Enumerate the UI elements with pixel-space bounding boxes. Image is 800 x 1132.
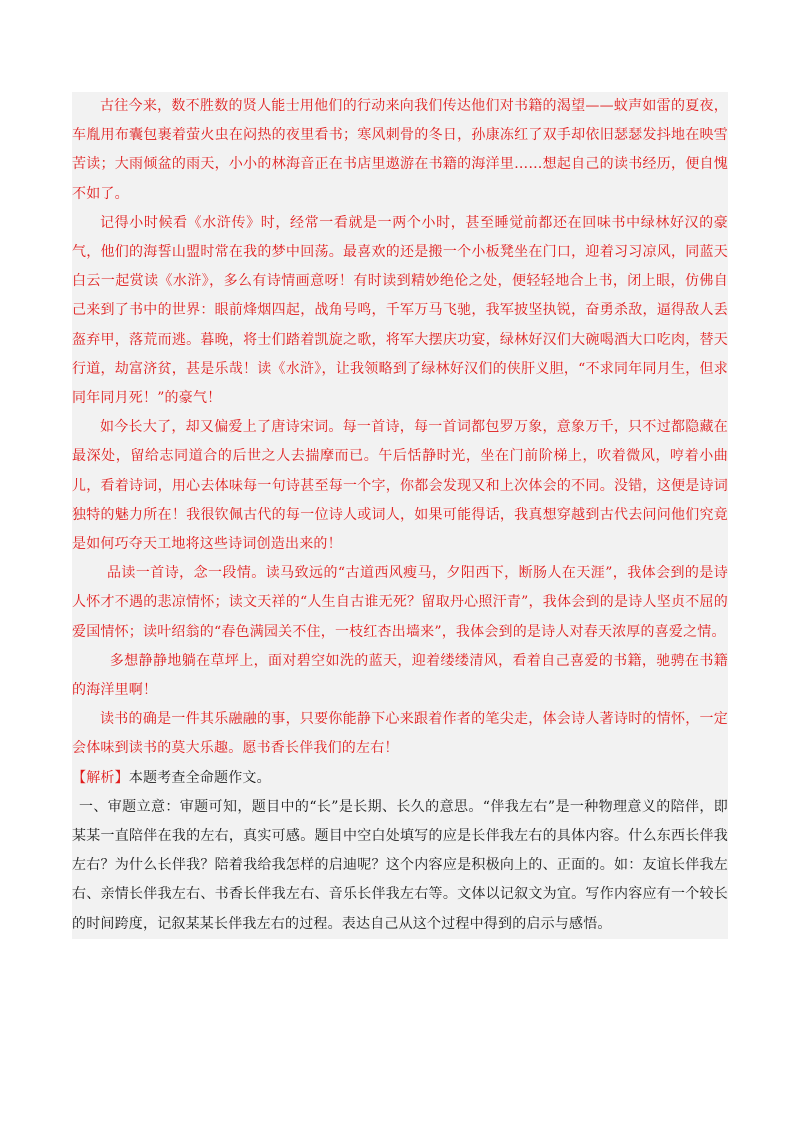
analysis-paragraph-1: 一、审题立意：审题可知，题目中的“长”是长期、长久的意思。“伴我左右”是一种物理意义的陪伴，即某某一直陪伴在我的左右，真实可感。题目中空白处填写的应是长伴我左右的具体内容。什么东西长伴我左右？为什么长伴我？陪着我给我怎样的启迪呢？这个内容应是积极向上的、正面的。如：友谊长伴我左右、亲情长伴我左右、书香长伴我左右、音乐长伴我左右等。文体以记叙文为宜。写作内容应有一个较长的时间跨度，记叙某某长伴我左右的过程。表达自己从这个过程中得到的启示与感悟。: [72, 798, 728, 932]
essay-paragraph-2: 记得小时候看《水浒传》时，经常一看就是一两个小时，甚至睡觉前都还在回味书中绿林好汉的豪气，他们的海誓山盟时常在我的梦中回荡。最喜欢的还是搬一个小板凳坐在门口，迎着习习凉风，同蓝天白云一起赏读《水浒》，多么有诗情画意呀！有时读到精妙绝伦之处，便轻轻地合上书，闭上眼，仿佛自己来到了书中的世界：眼前烽烟四起，战角号鸣，千军万马飞驰，我军披坚执锐，奋勇杀敌，逼得敌人丢盔弃甲，落荒而逃。暮晚，将士们踏着凯旋之歌，将军大摆庆功宴，绿林好汉们大碗喝酒大口吃肉，替天行道，劫富济贫，甚是乐哉！读《水浒》，让我领略到了绿林好汉们的侠肝义胆，“不求同年同月生，但求同年同月死！”的豪气！: [72, 214, 728, 407]
highlighted-text-block: [72, 92, 728, 939]
analysis-intro: [72, 764, 728, 793]
essay-paragraph-3: 如今长大了，却又偏爱上了唐诗宋词。每一首诗，每一首词都包罗万象，意象万千，只不过都隐藏在最深处，留给志同道合的后世之人去揣摩而已。午后恬静时光，坐在门前阶梯上，吹着微风，哼着小曲儿，看着诗词，用心去体味每一句诗甚至每一个字，你都会发现又和上次体会的不同。没错，这便是诗词独特的魅力所在！我很钦佩古代的每一位诗人或词人，如果可能得话，我真想穿越到古代去问问他们究竟是如何巧夺天工地将这些诗词创造出来的！: [72, 419, 728, 553]
analysis-intro-text: 本题考查全命题作文。: [128, 769, 271, 786]
essay-paragraph-6: 读书的确是一件其乐融融的事，只要你能静下心来跟着作者的笔尖走，体会诗人著诗时的情怀，一定会体味到读书的莫大乐趣。愿书香长伴我们的左右！: [72, 711, 728, 757]
essay-paragraph-5: 多想静静地躺在草坪上，面对碧空如洗的蓝天，迎着缕缕清风，看着自己喜爱的书籍，驰骋在书籍的海洋里啊！: [72, 652, 728, 699]
essay-paragraph-4: 品读一首诗，念一段情。读马致远的“古道西风瘦马，夕阳西下，断肠人在天涯”，我体会到的是诗人怀才不遇的悲凉情怀；读文天祥的“人生自古谁无死？留取丹心照汗青”，我体会到的是诗人坚贞不屈的爱国情怀；读叶绍翁的“春色满园关不住，一枝红杏出墙来”，我体会到的是诗人对春天浓厚的喜爱之情。: [72, 565, 728, 640]
analysis-tag: 【解析】: [72, 769, 129, 786]
essay-paragraph-1: 古往今来，数不胜数的贤人能士用他们的行动来向我们传达他们对书籍的渴望——蚊声如雷的夏夜，车胤用布囊包裹着萤火虫在闷热的夜里看书；寒风刺骨的冬日，孙康冻红了双手却依旧瑟瑟发抖地在映雪苦读；大雨倾盆的雨天，小小的林海音正在书店里遨游在书籍的海洋里……想起自己的读书经历，便自愧不如了。: [72, 98, 728, 202]
